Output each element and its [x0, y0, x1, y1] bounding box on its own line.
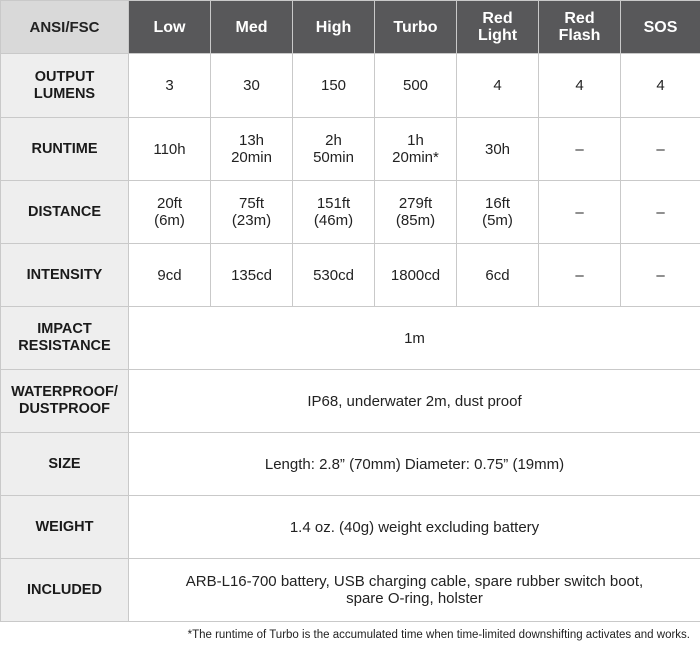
table-cell: – — [539, 244, 621, 307]
table-cell: 6cd — [457, 244, 539, 307]
table-cell: 500 — [375, 54, 457, 118]
table-cell: – — [539, 181, 621, 244]
table-cell: 4 — [621, 54, 700, 118]
row-runtime — [1, 118, 700, 181]
header-cell-sos: SOS — [621, 1, 700, 54]
row-size — [1, 433, 700, 496]
table-cell: 30h — [457, 118, 539, 181]
table-cell: 30 — [211, 54, 293, 118]
row-label: OUTPUT LUMENS — [1, 54, 129, 118]
table-cell: – — [539, 118, 621, 181]
table-cell-span: 1m — [129, 307, 700, 370]
table-cell: 110h — [129, 118, 211, 181]
row-label: WATERPROOF/ DUSTPROOF — [1, 370, 129, 433]
table-cell: 279ft (85m) — [375, 181, 457, 244]
table-cell-span: IP68, underwater 2m, dust proof — [129, 370, 700, 433]
table-cell-span: ARB-L16-700 battery, USB charging cable, spare rubber switch boot, spare O-ring, holster — [129, 559, 700, 622]
row-label: SIZE — [1, 433, 129, 496]
table-cell: 530cd — [293, 244, 375, 307]
header-cell-red-light: Red Light — [457, 1, 539, 54]
table-cell: 3 — [129, 54, 211, 118]
table-cell-span: Length: 2.8” (70mm) Diameter: 0.75” (19mm) — [129, 433, 700, 496]
table-cell: – — [621, 244, 700, 307]
table-cell: 135cd — [211, 244, 293, 307]
row-label: WEIGHT — [1, 496, 129, 559]
row-label: INTENSITY — [1, 244, 129, 307]
table-cell: 1h 20min* — [375, 118, 457, 181]
row-label: IMPACT RESISTANCE — [1, 307, 129, 370]
row-weight — [1, 496, 700, 559]
table-cell-span: 1.4 oz. (40g) weight excluding battery — [129, 496, 700, 559]
header-row — [1, 1, 700, 54]
header-cell-red-flash: Red Flash — [539, 1, 621, 54]
table-cell: 4 — [539, 54, 621, 118]
row-intensity — [1, 244, 700, 307]
header-cell-turbo: Turbo — [375, 1, 457, 54]
row-included — [1, 559, 700, 622]
table-cell: – — [621, 118, 700, 181]
table-cell: – — [621, 181, 700, 244]
header-cell-high: High — [293, 1, 375, 54]
row-label: DISTANCE — [1, 181, 129, 244]
header-cell-low: Low — [129, 1, 211, 54]
table-cell: 151ft (46m) — [293, 181, 375, 244]
row-output-lumens — [1, 54, 700, 118]
header-cell-med: Med — [211, 1, 293, 54]
footnote: *The runtime of Turbo is the accumulated time when time-limited downshifting activates and works. — [187, 629, 690, 641]
table-cell: 1800cd — [375, 244, 457, 307]
table-cell: 20ft (6m) — [129, 181, 211, 244]
table-cell: 2h 50min — [293, 118, 375, 181]
row-distance — [1, 181, 700, 244]
table-cell: 4 — [457, 54, 539, 118]
header-cell-ansi-fsc: ANSI/FSC — [1, 1, 129, 54]
table-cell: 13h 20min — [211, 118, 293, 181]
table-cell: 75ft (23m) — [211, 181, 293, 244]
row-impact-resistance — [1, 307, 700, 370]
table-cell: 150 — [293, 54, 375, 118]
table-cell: 16ft (5m) — [457, 181, 539, 244]
row-waterproof — [1, 370, 700, 433]
row-label: INCLUDED — [1, 559, 129, 622]
row-label: RUNTIME — [1, 118, 129, 181]
table-cell: 9cd — [129, 244, 211, 307]
